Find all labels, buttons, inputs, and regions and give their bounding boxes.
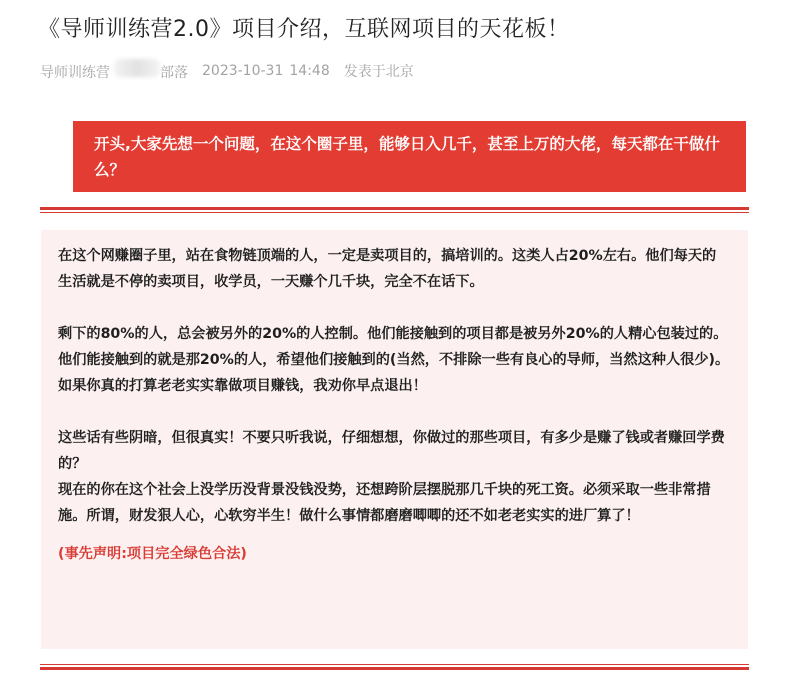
paragraph-3: 这些话有些阴暗，但很真实！不要只听我说，仔细想想，你做过的那些项目，有多少是赚了钱或者赚回学费的？ <box>58 430 725 472</box>
article-meta <box>40 59 414 82</box>
account-name[interactable] <box>40 59 188 82</box>
divider-top-thin <box>40 212 749 213</box>
publish-location: 发表于北京 <box>343 63 414 80</box>
article-title: 《导师训练营2.0》项目介绍，互联网项目的天花板！ <box>38 17 570 42</box>
account-name-suffix: 部落 <box>160 65 188 81</box>
publish-time: 14:48 <box>289 62 330 79</box>
paragraph-4: 现在的你在这个社会上没学历没背景没钱没势，还想跨阶层摆脱那几千块的死工资。必须采取一些非常措施。所谓，财发狠人心，心软穷半生！做什么事情都磨磨唧唧的还不如老老实实的进厂算了！ <box>58 482 711 524</box>
question-banner <box>73 121 746 192</box>
divider-bottom-thick <box>40 667 749 670</box>
legal-notice: (事先声明:项目完全绿色合法) <box>58 546 247 562</box>
account-name-prefix: 导师训练营 <box>40 65 110 81</box>
publish-date: 2023-10-31 <box>202 62 284 79</box>
divider-bottom-thin <box>40 664 749 665</box>
question-text: 开头,大家先想一个问题，在这个圈子里，能够日入几千，甚至上万的大佬，每天都在干做什么？ <box>94 135 720 179</box>
divider-top-thick <box>40 207 749 210</box>
paragraph-2: 剩下的80%的人，总会被另外的20%的人控制。他们能接触到的项目都是被另外20%的人精心包装过的。他们能接触到的就是那20%的人，希望他们接触到的(当然，不排除一些有良心的导师，当然这种人很少)。如果你真的打算老老实实靠做项目赚钱，我劝你早点退出！ <box>58 326 730 394</box>
redacted-blur <box>114 59 160 77</box>
article-body <box>41 230 748 649</box>
paragraph-1: 在这个网赚圈子里，站在食物链顶端的人，一定是卖项目的，搞培训的。这类人占20%左右。他们每天的生活就是不停的卖项目，收学员，一天赚个几千块，完全不在话下。 <box>58 248 717 290</box>
